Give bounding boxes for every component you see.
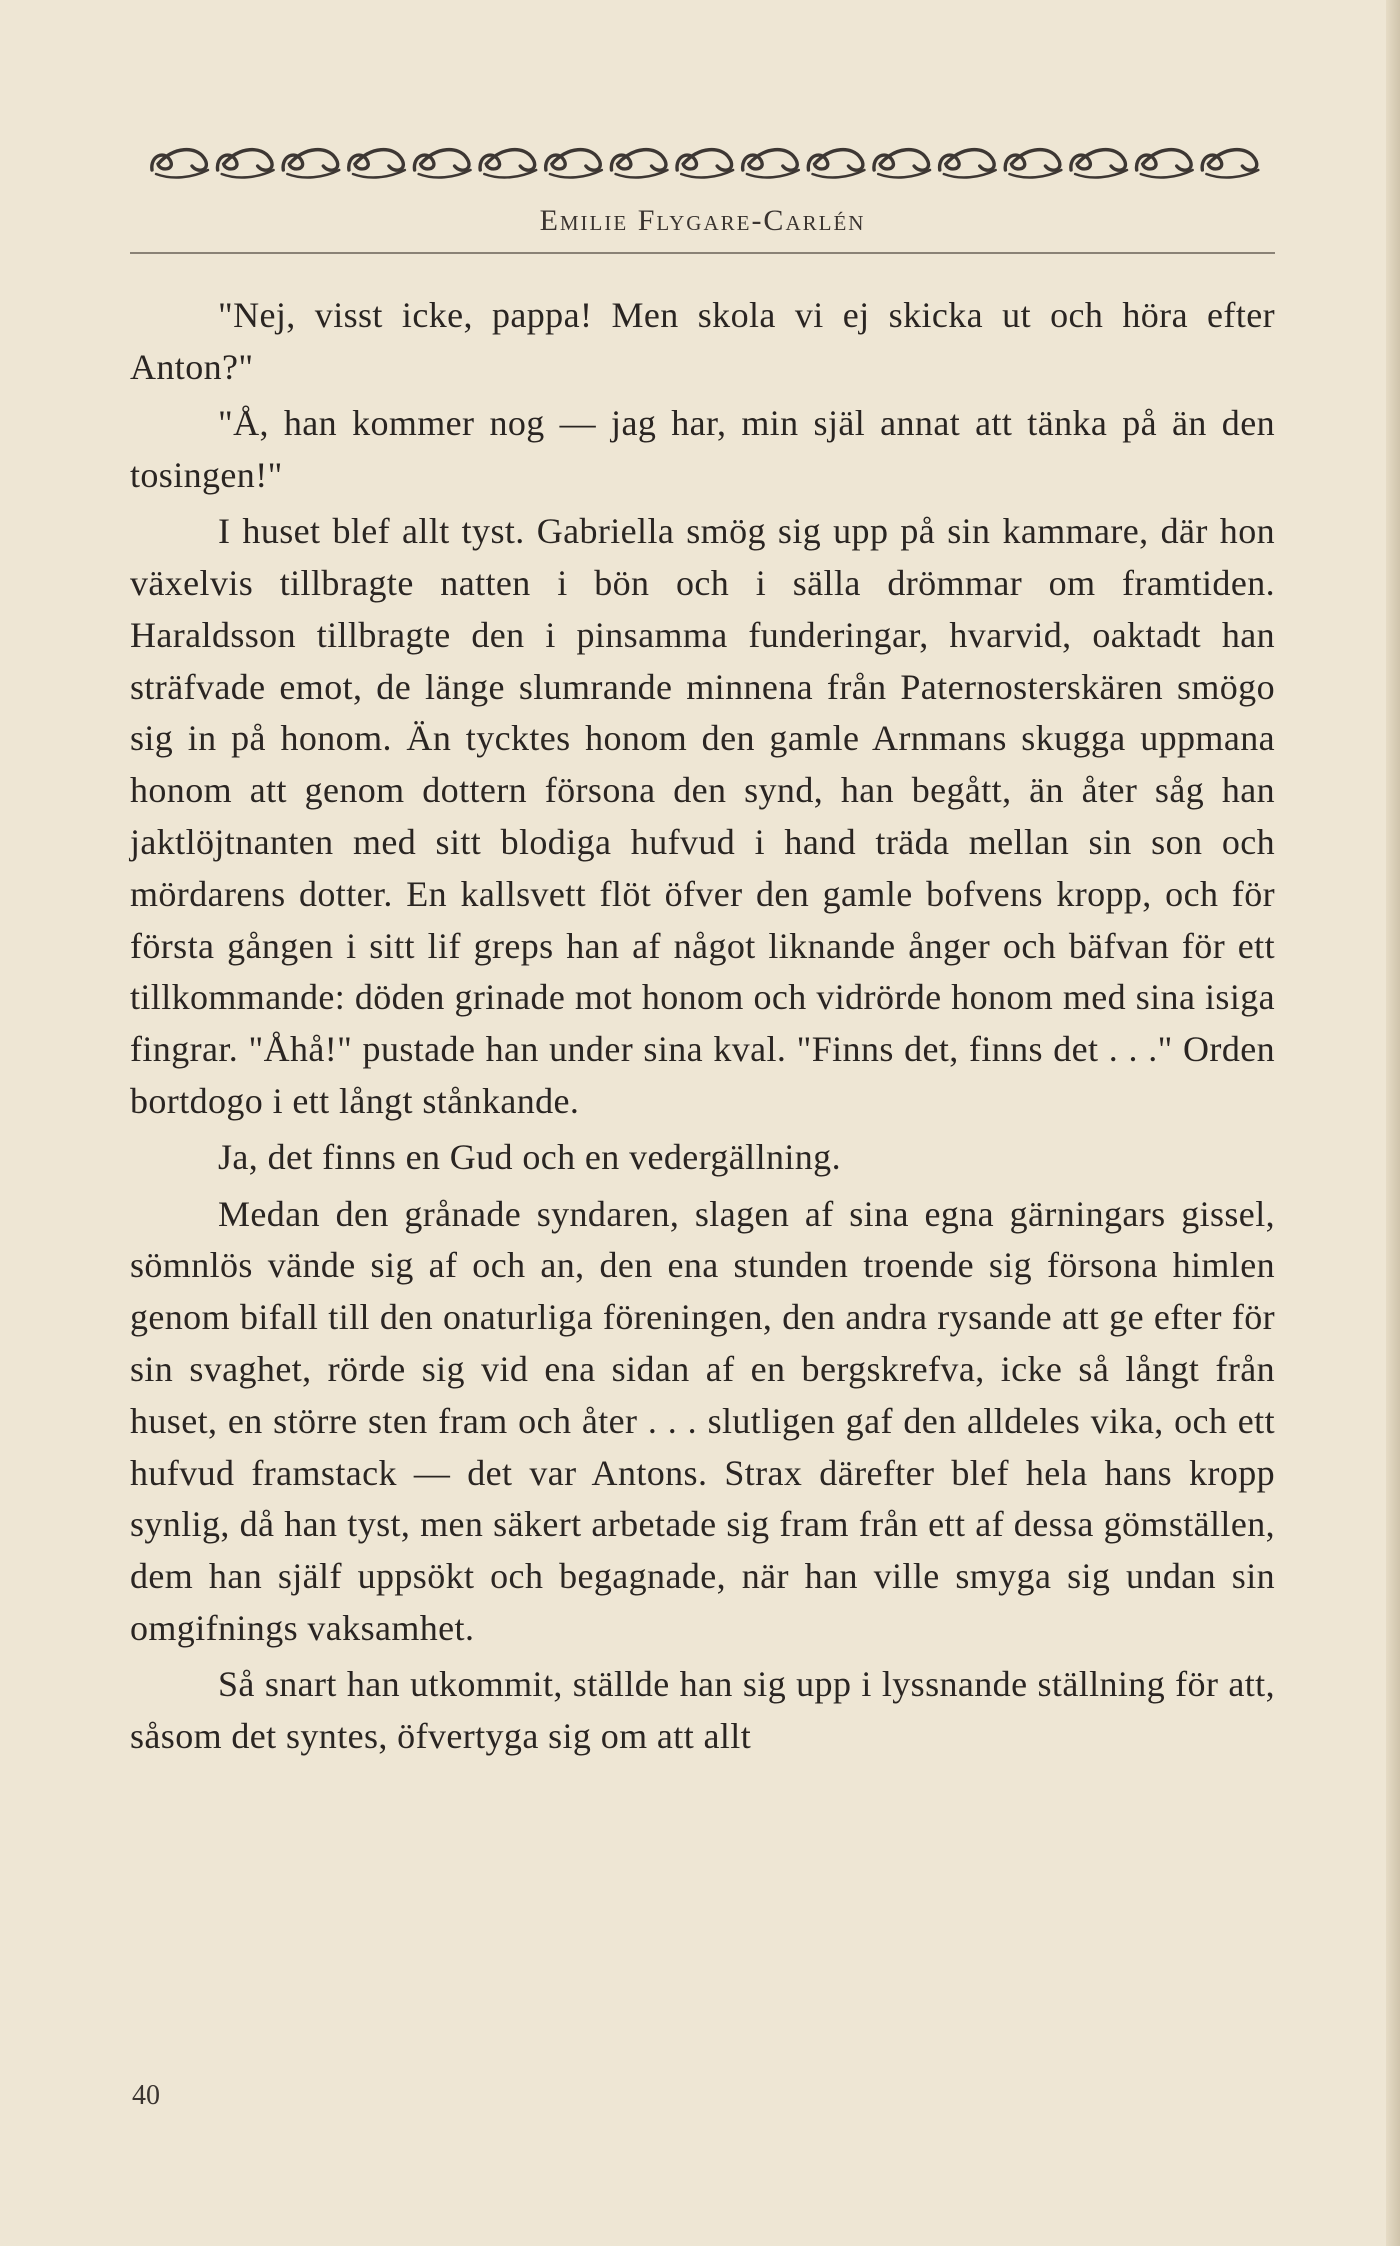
- page-edge: [1386, 0, 1400, 2246]
- ornament-scroll-icon: [808, 150, 864, 178]
- ornament-scroll-icon: [743, 150, 799, 178]
- paragraph: "Nej, visst icke, pappa! Men skola vi ej skicka ut och höra efter Anton?": [130, 295, 1275, 387]
- ornament-scroll-icon: [1137, 150, 1193, 178]
- running-head: Emilie Flygare-Carlén: [539, 204, 866, 237]
- ornament-scroll-icon: [349, 150, 405, 178]
- paragraph: Så snart han utkommit, ställde han sig upp i lyssnande ställning för att, såsom det syntes, öfvertyga sig om att allt: [130, 1664, 1275, 1757]
- ornament-scroll-icon: [152, 150, 208, 178]
- ornament-scroll-icon: [283, 150, 339, 178]
- ornament-scroll-icon: [546, 150, 602, 178]
- paragraph: "Å, han kommer nog — jag har, min själ annat att tänka på än den tosingen!": [130, 403, 1275, 495]
- ornament-scroll-icon: [217, 150, 273, 178]
- paragraph: I huset blef allt tyst. Gabriella smög sig upp på sin kammare, där hon växelvis tillbragte natten i bön och i sälla drömmar om framtiden. Haraldsson tillbragte den i pinsamma funderingar, hvarvid, oaktadt han sträfvade emot, de länge slumrande minnena från Paternosterskären smögo sig in på honom. Än tycktes honom den gamle Arnmans skugga uppmana honom att genom dottern försona den synd, han begått, än åter såg han jaktlöjtnanten med sitt blodiga hufvud i hand träda mellan sin son och mördarens dotter. En kallsvett flöt öfver den gamle bofvens kropp, och för första gången i sitt lif greps han af något liknande ånger och bäfvan för ett tillkommande: döden grinade mot honom och vidrörde honom med sina isiga fingrar. "Åhå!" pustade han under sina kval. "Finns det, finns det . . ." Orden bortdogo i ett långt stånkande.: [130, 511, 1275, 1121]
- body-text: [130, 290, 1275, 1767]
- ornament-scroll-icon: [1005, 150, 1061, 178]
- header-rule: [130, 252, 1275, 254]
- ornament-scroll-icon: [611, 150, 667, 178]
- ornament-scroll-icon: [480, 150, 536, 178]
- paragraph: Medan den grånade syndaren, slagen af sina egna gärningars gissel, sömnlös vände sig af och an, den ena stunden troende sig försona himlen genom bifall till den onaturliga föreningen, den andra rysande att ge efter för sin svaghet, rörde sig vid ena sidan af en bergskrefva, icke så långt från huset, en större sten fram och åter . . . slutligen gaf den alldeles vika, och ett hufvud framstack — det var Antons. Strax därefter blef hela hans kropp synlig, då han tyst, men säkert arbetade sig fram från ett af dessa gömställen, dem han själf uppsökt och begagnade, när han ville smyga sig undan sin omgifnings vaksamhet.: [130, 1193, 1275, 1648]
- ornament-scroll-icon: [874, 150, 930, 178]
- ornament-scroll-icon: [1202, 150, 1258, 178]
- ornament-border: [148, 140, 1264, 184]
- ornament-scroll-icon: [940, 150, 996, 178]
- page-number: 40: [132, 2080, 160, 2111]
- paragraph: Ja, det finns en Gud och en vedergällning.: [218, 1137, 841, 1178]
- ornament-scroll-icon: [1071, 150, 1127, 178]
- ornament-scroll-icon: [677, 150, 733, 178]
- ornament-scroll-icon: [414, 150, 470, 178]
